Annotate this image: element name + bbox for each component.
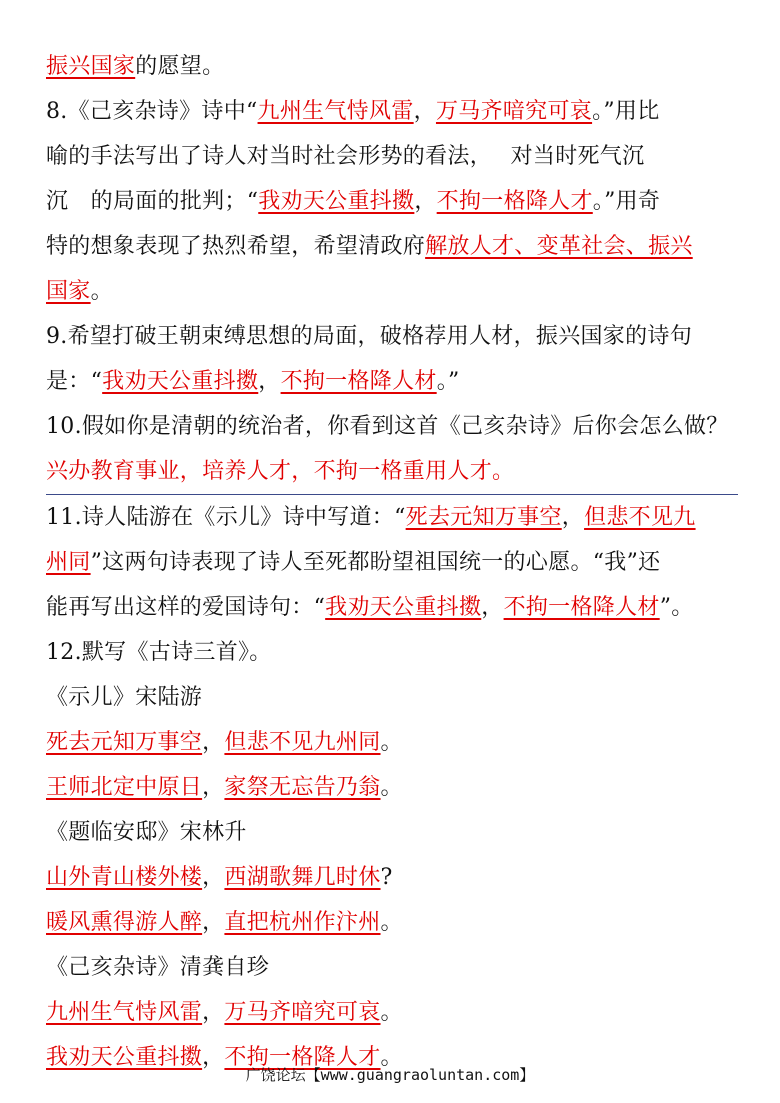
answer-text: 但悲不见九 xyxy=(584,505,696,530)
answer-text: 九州生气恃风雷 xyxy=(257,99,414,124)
text-line xyxy=(46,540,738,585)
question-text: ， xyxy=(202,910,225,935)
question-text: 《题临安邸》宋林升 xyxy=(46,820,247,845)
question-text: ， xyxy=(202,1000,225,1025)
answer-text: 不拘一格降人才 xyxy=(436,189,593,214)
question-text: 。”用比 xyxy=(592,99,660,124)
answer-text: 振兴国家 xyxy=(46,54,136,79)
question-text: ， xyxy=(561,505,585,530)
text-line xyxy=(46,89,738,134)
question-text: ， xyxy=(413,99,436,124)
question-text: 是：“ xyxy=(46,369,103,394)
answer-text: 不拘一格降人材 xyxy=(280,369,437,394)
answer-text: 山外青山楼外楼 xyxy=(46,865,203,890)
answer-text: 王师北定中原日 xyxy=(46,775,203,800)
question-text: 9.希望打破王朝束缚思想的局面，破格荐用人材，振兴国家的诗句 xyxy=(46,324,692,349)
answer-text: 暖风熏得游人醉 xyxy=(46,910,203,935)
answer-text: 兴办教育事业，培养人才，不拘一格重用人才。 xyxy=(46,459,515,484)
text-line xyxy=(46,179,738,224)
text-line xyxy=(46,765,738,810)
answer-text: 我劝天公重抖擞 xyxy=(258,189,415,214)
text-line xyxy=(46,404,738,449)
text-line xyxy=(46,990,738,1035)
answer-text: 死去元知万事空 xyxy=(46,730,203,755)
answer-text: 州同 xyxy=(46,550,91,575)
text-line xyxy=(46,449,738,495)
answer-text: 万马齐喑究可哀 xyxy=(224,1000,381,1025)
question-text: 。 xyxy=(380,910,403,935)
question-text: 能再写出这样的爱国诗句：“ xyxy=(46,595,326,620)
question-text: 。 xyxy=(90,279,113,304)
answer-text: 不拘一格降人才 xyxy=(224,1045,381,1070)
question-text: ， xyxy=(202,1045,225,1070)
answer-text: 我劝天公重抖擞 xyxy=(46,1045,203,1070)
question-text: 。 xyxy=(380,1000,403,1025)
question-text: 《己亥杂诗》清龚自珍 xyxy=(46,955,270,980)
answer-text: 西湖歌舞几时休 xyxy=(224,865,381,890)
answer-text: 我劝天公重抖擞 xyxy=(325,595,482,620)
answer-text: 但悲不见九州同 xyxy=(224,730,381,755)
text-line xyxy=(46,359,738,404)
question-text: 8.《己亥杂诗》诗中“ xyxy=(46,99,258,124)
question-text: 。 xyxy=(380,775,403,800)
answer-text: 不拘一格降人材 xyxy=(503,595,660,620)
answer-text: 死去元知万事空 xyxy=(405,505,562,530)
text-line xyxy=(46,44,738,89)
text-line xyxy=(46,630,738,675)
text-line xyxy=(46,224,738,269)
text-line xyxy=(46,134,738,179)
question-text: 。 xyxy=(380,730,403,755)
question-text: 11.诗人陆游在《示儿》诗中写道：“ xyxy=(46,505,406,530)
question-text: 。”用奇 xyxy=(592,189,661,214)
question-text: 沉 的局面的批判；“ xyxy=(46,189,259,214)
question-text: 喻的手法写出了诗人对当时社会形势的看法， 对当时死气沉 xyxy=(46,144,645,169)
answer-text: 家祭无忘告乃翁 xyxy=(224,775,381,800)
text-line xyxy=(46,900,738,945)
question-text: 。” xyxy=(436,369,460,394)
text-line xyxy=(46,810,738,855)
answer-text: 国家 xyxy=(46,279,91,304)
question-text: 10.假如你是清朝的统治者，你看到这首《己亥杂诗》后你会怎么做？ xyxy=(46,414,729,439)
answer-text: 解放人才、变革社会、振兴 xyxy=(425,234,693,259)
question-text: 的愿望。 xyxy=(135,54,225,79)
question-text: ， xyxy=(481,595,504,620)
question-text: ? xyxy=(380,865,393,890)
text-line xyxy=(46,314,738,359)
answer-text: 直把杭州作汴州 xyxy=(224,910,381,935)
text-line xyxy=(46,945,738,990)
text-line xyxy=(46,675,738,720)
question-text: ， xyxy=(258,369,281,394)
text-line xyxy=(46,855,738,900)
question-text: ， xyxy=(202,730,225,755)
text-line xyxy=(46,585,738,630)
answer-text: 我劝天公重抖擞 xyxy=(102,369,259,394)
question-text: ， xyxy=(414,189,437,214)
question-text: 特的想象表现了热烈希望，希望清政府 xyxy=(46,234,426,259)
question-text: ， xyxy=(202,775,225,800)
answer-text: 万马齐喑究可哀 xyxy=(435,99,593,124)
question-text: 。 xyxy=(380,1045,403,1070)
text-line xyxy=(46,495,738,540)
answer-text: 九州生气恃风雷 xyxy=(46,1000,203,1025)
question-text: 12.默写《古诗三首》。 xyxy=(46,640,272,665)
document-body xyxy=(46,44,738,1080)
page-footer: 广饶论坛【www.guangraoluntan.com】 xyxy=(245,1066,535,1084)
question-text: ”。 xyxy=(659,595,694,620)
question-text: 《示儿》宋陆游 xyxy=(46,685,203,710)
text-line xyxy=(46,720,738,765)
text-line xyxy=(46,269,738,314)
question-text: ， xyxy=(202,865,225,890)
question-text: ”这两句诗表现了诗人至死都盼望祖国统一的心愿。“我”还 xyxy=(90,550,661,575)
